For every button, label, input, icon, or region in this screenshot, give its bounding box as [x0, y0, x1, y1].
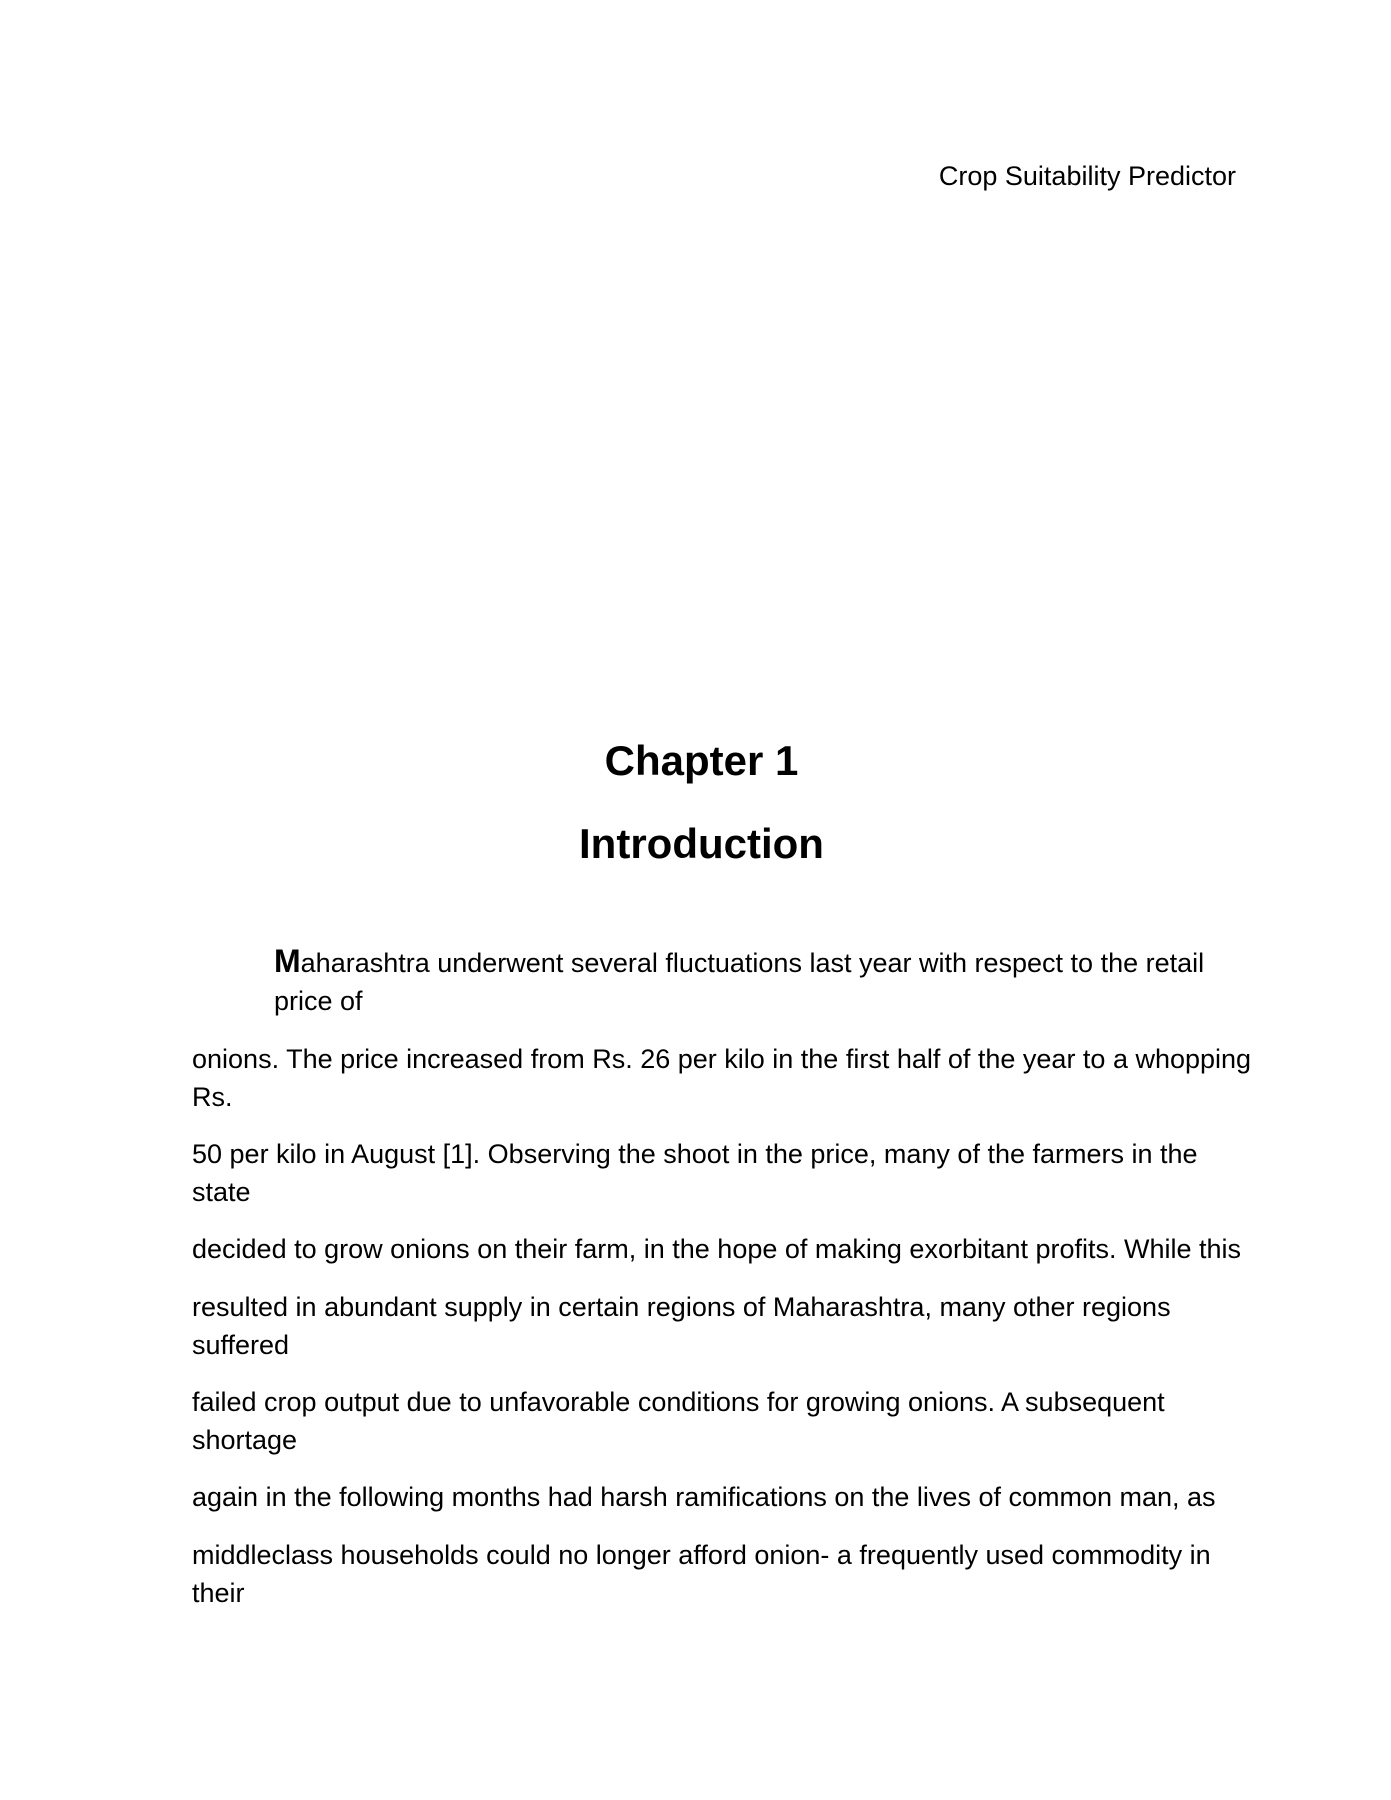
paragraph-line: onions. The price increased from Rs. 26 per kilo in the first half of the year to a whopping Rs.: [192, 1044, 1252, 1112]
chapter-number: Chapter 1: [604, 737, 799, 784]
paragraph-line: 50 per kilo in August [1]. Observing the shoot in the price, many of the farmers in the state: [192, 1139, 1198, 1207]
paragraph-text: aharashtra underwent several fluctuations last year with respect to the retail price of: [274, 948, 1205, 1016]
running-header: Crop Suitability Predictor: [938, 161, 1236, 191]
chapter-title: Introduction: [579, 820, 824, 867]
paragraph-line: failed crop output due to unfavorable conditions for growing onions. A subsequent shortage: [192, 1387, 1165, 1455]
paragraph-line: again in the following months had harsh ramifications on the lives of common man, as: [192, 1482, 1216, 1512]
paragraph-line: middleclass households could no longer afford onion- a frequently used commodity in their: [192, 1540, 1211, 1608]
paragraph-line: [274, 942, 1234, 1020]
paragraph-line: decided to grow onions on their farm, in the hope of making exorbitant profits. While this: [192, 1234, 1242, 1264]
paragraph-line: resulted in abundant supply in certain regions of Maharashtra, many other regions suffered: [192, 1292, 1171, 1360]
drop-cap: M: [274, 943, 301, 979]
